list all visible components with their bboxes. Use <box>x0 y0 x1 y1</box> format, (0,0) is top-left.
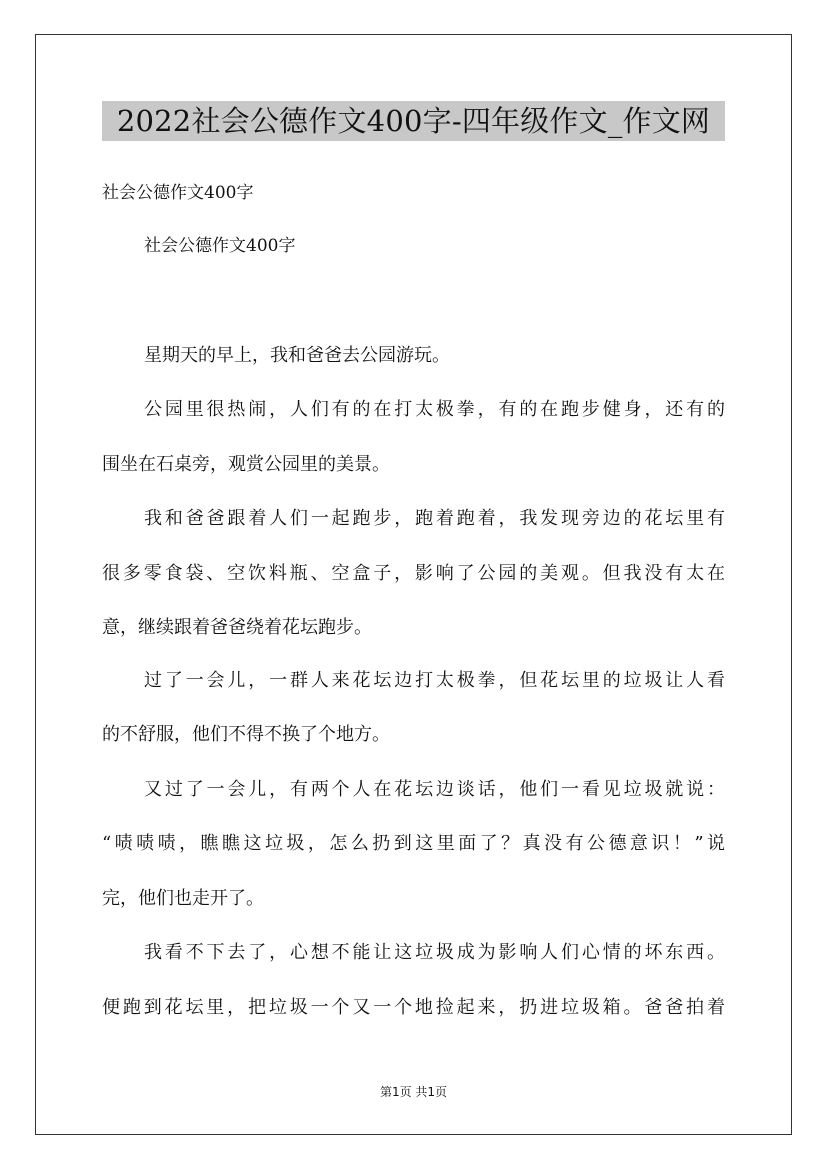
body-text-line: 过了一会儿，一群人来花坛边打太极拳，但花坛里的垃圾让人看 <box>144 670 725 691</box>
body-text-line: 围坐在石桌旁，观赏公园里的美景。 <box>102 454 390 475</box>
body-text-line: 我看不下去了，心想不能让这垃圾成为影响人们心情的坏东西。 <box>144 942 725 963</box>
document-subtitle-indented: 社会公德作文400字 <box>144 236 296 256</box>
body-text-line: 的不舒服，他们不得不换了个地方。 <box>102 724 390 745</box>
body-text-line: 又过了一会儿，有两个人在花坛边谈话，他们一看见垃圾就说： <box>144 779 725 800</box>
document-title: 2022社会公德作文400字-四年级作文_作文网 <box>102 101 725 141</box>
body-text-line: 便跑到花坛里，把垃圾一个又一个地捡起来，扔进垃圾箱。爸爸拍着 <box>102 997 725 1018</box>
body-text-line: 星期天的早上，我和爸爸去公园游玩。 <box>144 345 450 366</box>
page-number-footer: 第1页 共1页 <box>379 1085 448 1099</box>
body-text-line: 完，他们也走开了。 <box>102 888 264 909</box>
body-text-line: 意，继续跟着爸爸绕着花坛跑步。 <box>102 617 372 638</box>
body-text-line: “啧啧啧，瞧瞧这垃圾，怎么扔到这里面了？真没有公德意识！”说 <box>102 833 725 854</box>
document-subtitle: 社会公德作文400字 <box>102 183 254 203</box>
body-text-line: 很多零食袋、空饮料瓶、空盒子，影响了公园的美观。但我没有太在 <box>102 563 725 584</box>
body-text-line: 我和爸爸跟着人们一起跑步，跑着跑着，我发现旁边的花坛里有 <box>144 508 725 529</box>
body-text-line: 公园里很热闹，人们有的在打太极拳，有的在跑步健身，还有的 <box>144 399 725 420</box>
